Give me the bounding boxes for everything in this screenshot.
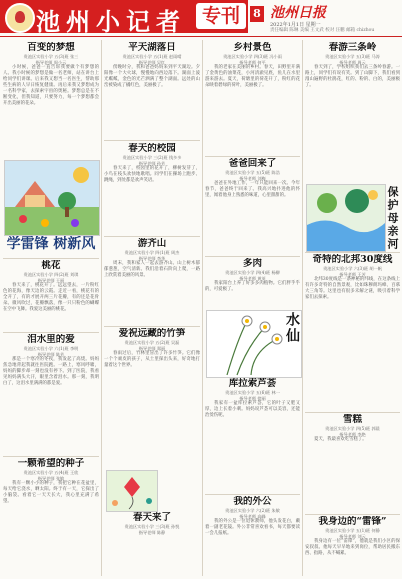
article-body: 小时候，爸爸一直告诉我要做个有梦想的人。我小时候的梦想是做一名老师，站在讲台上给同学们讲课。后来我又想当一名医生，帮助那些生病的人早日恢复健康。再后来我又梦想成为一名科学家，去探索宇宙的奥秘。梦想总是在不断变化，但我知道，只要努力，每一个梦想都会开出美丽的花朵。 <box>3 65 99 106</box>
section-rule <box>305 412 400 413</box>
column-divider <box>302 40 303 576</box>
article-teacher: 指导老师 李艳 <box>339 431 366 437</box>
article-title: 春游三条岭 <box>328 42 377 53</box>
article-byline: 贵池区实验小学 四(2)班 刘琪 <box>23 272 79 277</box>
section-rule <box>104 140 200 141</box>
article-body: 我家有一盆库拉索芦荟，它的叶子又肥又厚，边上长着小刺。妈妈说芦荟可以美容，还能治烫伤呢。 <box>205 401 300 418</box>
landscape-painting-icon <box>5 161 99 235</box>
article-title: 我身边的“雷锋” <box>318 516 387 527</box>
article-title: 我的外公 <box>233 496 272 507</box>
article-byline: 贵池区实验小学 三(2)班 钱多多 <box>122 155 182 160</box>
article-body: 春天来了，桃花开了。远远望去，一片粉红色的花海，像天边的云霞。走近一看，桃花有的全开了，有的才展开两三片花瓣，有的还是花骨朵。微风吹过，花瓣飘落，像一只只粉色的蝴蝶在空中飞舞。我爱这美丽的桃花。 <box>3 283 99 312</box>
article-byline: 贵池区实验小学 六(2)班 朱敏 <box>225 508 280 513</box>
section-rule <box>3 456 99 457</box>
article-title: 一颗希望的种子 <box>17 458 85 469</box>
article-aloe <box>205 378 300 492</box>
article-byline: 贵池区实验小学 五(5)班 陈浩 <box>225 170 280 175</box>
narcissus-vertical-title: 水仙 <box>284 312 300 344</box>
article-body: 那是一个寒冷的冬夜，我发起了高烧。妈妈焦急地背起我就往医院跑。一路上，寒风呼啸，妈妈的脚步却一刻也没有停下。到了医院，我看见妈妈满头大汗，眼里含着泪水。那一刻，我明白了，这泪水里满满的都是爱。 <box>3 357 99 386</box>
protect-river-vertical-title: 保护母亲河 <box>386 186 399 251</box>
article-teacher: 指导老师 郑丽 <box>138 345 166 351</box>
article-spring-campus <box>104 143 200 235</box>
article-byline: 贵池区实验小学 四(3)班 冯小雨 <box>223 54 282 59</box>
issue-date: 2022年1月1日 星期一 <box>270 22 321 28</box>
section-rule <box>104 236 200 237</box>
article-byline: 贵池区实验小学 五(1)班 赵雨晴 <box>122 54 182 59</box>
article-ice-cream <box>305 414 400 512</box>
article-teacher: 指导老师 王丽 <box>37 277 65 283</box>
section-rule <box>305 514 400 515</box>
article-title: 平天湖落日 <box>128 42 176 53</box>
article-pingtian-lake-sunset <box>104 42 200 134</box>
article-lei-feng <box>3 236 99 256</box>
article-body: 我的老家在美丽的乡村。春天，田野里开满了金黄色的油菜花，小河清澈见底，鱼儿在水里游来游去。夏天，荷塘里的荷花开了，粉红的花朵映着碧绿的荷叶，美丽极了。 <box>205 65 300 88</box>
column-divider <box>202 40 203 576</box>
article-body: 我身边有一位“雷锋”，他就是我们小区的保安叔叔。他每天早早地来到岗位，帮助居民搬东西、指路，从不喊累。 <box>305 539 400 556</box>
article-body: 春天到了，学校组织我们去三条岭春游。一路上，同学们有说有笑。到了山脚下，我们看到漫山遍野的杜鹃花，红的、粉的、白的，美丽极了。 <box>305 65 400 88</box>
section-rule <box>3 258 99 259</box>
article-body: 爸爸在外地工作，一年只能回来一次。今年春节，爸爸终于回来了。我高兴地扑进他的怀里，闻着他身上熟悉的味道，心里甜甜的。 <box>205 181 300 198</box>
article-byline: 贵池区实验小学 六(1)班 李明 <box>23 346 79 351</box>
article-byline: 贵池区实验小学 五(6)班 林一 <box>225 390 280 395</box>
article-dad-is-back <box>205 158 300 254</box>
spring-drawing-image <box>106 470 158 512</box>
article-body: 我有一颗小小的种子，我把它种在花盆里，每天给它浇水，晒太阳。终于有一天，它探出了小脑袋。看着它一天天长大，我心里充满了希望。 <box>3 481 99 504</box>
article-30-degree-latitude <box>305 254 400 410</box>
article-title: 春天来了 <box>132 512 171 523</box>
article-body: 北纬30度线是一条神秘的纬线，在这条线上有许多奇特的自然景观，比如珠穆朗玛峰、百慕大三角等。这里也有很多未解之谜，吸引着科学家们去探索。 <box>305 277 400 300</box>
river-drawing-image <box>306 184 386 252</box>
article-title: 游齐山 <box>137 238 167 249</box>
kite-drawing-icon <box>107 471 157 511</box>
section-rule <box>205 156 300 157</box>
article-teacher: 指导老师 李华 <box>138 255 166 261</box>
article-byline: 贵池区实验小学 五(1)班 何静 <box>325 528 380 533</box>
article-body: 夏天，我最喜欢吃雪糕了。 <box>314 437 367 442</box>
article-byline: 贵池区实验小学 三(3)班 孙悦 <box>124 524 180 529</box>
article-bamboo-shoots <box>104 328 200 468</box>
article-teacher: 指导老师 黄英 <box>239 275 266 281</box>
masthead-banner <box>0 0 248 36</box>
section-rule <box>305 252 400 253</box>
article-body: 我家阳台上养了好多多肉植物。它们胖乎乎的，可爱极了。 <box>205 281 300 292</box>
river-painting-icon <box>307 185 385 251</box>
article-succulents <box>205 258 300 308</box>
article-teacher: 指导老师 陈芳 <box>37 351 65 357</box>
article-title: 多肉 <box>242 258 262 269</box>
editor-credits: 责任编辑 陈琳 美编 王文武 校对 汪鹏 邮箱 chizhou <box>270 28 375 33</box>
article-teacher: 指导老师 徐丽 <box>239 395 266 401</box>
article-title: 爸爸回来了 <box>228 158 277 169</box>
article-title: 春天的校园 <box>128 143 176 154</box>
article-teacher: 指导老师 王芳 <box>339 271 366 277</box>
section-rule <box>3 332 99 333</box>
article-spring-is-here <box>104 512 200 542</box>
masthead <box>0 0 402 40</box>
article-byline: 贵池区实验小学 五(4)班 王欣 <box>23 470 79 475</box>
article-title: 乡村景色 <box>233 42 272 53</box>
article-sanjiaoling-trip <box>305 42 400 182</box>
article-byline: 贵池区实验小学 六(3)班 胡一帆 <box>323 266 382 271</box>
article-mount-qi <box>104 238 200 326</box>
article-love-in-tears <box>3 334 99 454</box>
column-divider <box>101 40 102 576</box>
article-teacher: 指导老师 陈静 <box>138 529 166 535</box>
article-teacher: 指导老师 周云 <box>339 59 366 65</box>
article-teacher: 指导老师 张敏 <box>37 475 65 481</box>
article-byline: 贵池区实验小学 四(4)班 杨柳 <box>225 270 280 275</box>
article-dream <box>3 42 99 162</box>
article-lei-feng-beside-me <box>305 516 400 576</box>
article-my-grandpa <box>205 496 300 576</box>
page-number: 8 <box>250 6 264 22</box>
article-teacher: 指导老师 孙芳 <box>138 160 166 166</box>
article-title: 爱祝远藏的竹笋 <box>118 328 186 339</box>
article-byline: 贵池区实验小学 五(2)班 吴磊 <box>124 340 180 345</box>
childrens-drawing-image <box>4 160 100 236</box>
article-byline: 贵池区实验小学 五(3)班 张三 <box>23 54 79 59</box>
article-teacher: 指导老师 刘梅 <box>239 175 266 181</box>
article-title: 库拉索芦荟 <box>228 378 277 389</box>
article-teacher: 指导老师 何平 <box>239 59 266 65</box>
article-village-scenery <box>205 42 300 154</box>
article-title: 学雷锋 树新风 <box>6 236 96 252</box>
section-rule <box>205 256 300 257</box>
article-byline: 贵池区实验小学 五(3)班 马涛 <box>325 54 380 59</box>
masthead-rule <box>0 36 402 37</box>
article-body: 傍晚时分，我和爸爸妈妈来到平天湖边。夕阳像一个大火球，慢慢地向西边落下。湖面上波光粼粼，金色的光芒洒满了整个湖面。远处的山峦被染成了橘红色，美丽极了。 <box>104 65 200 88</box>
article-teacher: 指导老师 吴红 <box>138 59 166 65</box>
article-teacher: 指导老师 刘云 <box>339 533 366 539</box>
article-body: 周末，我和家人一起去游齐山。山上树木郁郁葱葱，空气清新。我们沿着石阶向上爬，一路上欣赏着美丽的风景。 <box>104 261 200 278</box>
newspaper-name: 池州日报 <box>270 5 326 21</box>
article-body: 我的外公是一位退休教师，他头发花白，戴着一副老花镜。外公非常喜欢看书，每天都要读一会儿报纸。 <box>205 519 300 536</box>
section-rule <box>205 494 300 495</box>
article-title: 泪水里的爱 <box>27 334 75 345</box>
masthead-title: 池州小记者 <box>36 7 186 36</box>
article-byline: 贵池区实验小学 四(5)班 郭晨 <box>325 426 380 431</box>
mascot-logo-icon <box>5 3 35 33</box>
article-teacher: 指导老师 高峰 <box>239 513 266 519</box>
article-body: 春雨过后，竹林里冒出了许多竹笋。它们像一个个顽皮的孩子，从土里探出头来，好奇地打量着这个世界。 <box>104 351 200 368</box>
article-seed-of-hope <box>3 458 99 576</box>
article-title: 桃花 <box>41 260 61 271</box>
article-peach-blossom <box>3 260 99 330</box>
article-title: 奇特的北邦30度线 <box>312 254 393 265</box>
section-rule <box>104 326 200 327</box>
special-edition-badge: 专刊 <box>196 3 246 29</box>
article-title: 雪糕 <box>342 414 362 425</box>
article-teacher: 指导老师 周小云 <box>35 59 67 65</box>
article-title: 百变的梦想 <box>27 42 75 53</box>
article-body: 春天来了，校园里的花开了，柳树发芽了，小鸟在枝头欢快地歌唱。同学们在操场上跑步、跳绳，到处都是欢声笑语。 <box>104 166 200 183</box>
article-byline: 贵池区实验小学 四(1)班 周杰 <box>124 250 180 255</box>
